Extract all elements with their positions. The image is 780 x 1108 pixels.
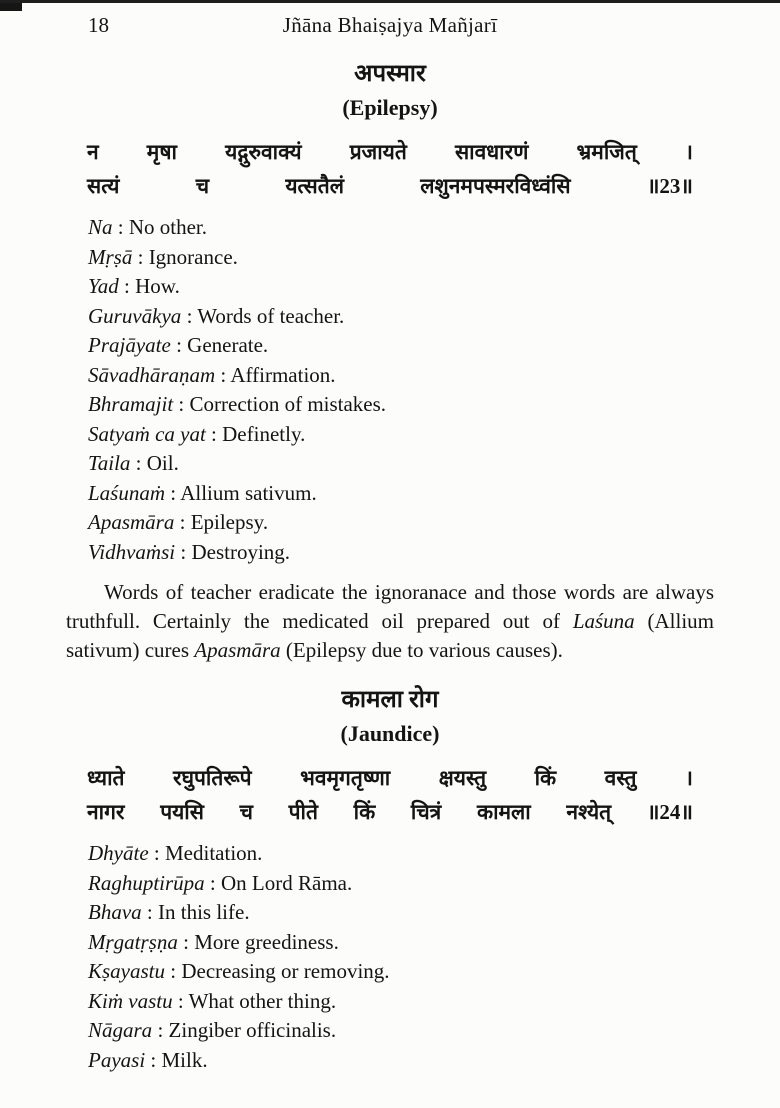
- section-epilepsy: [66, 59, 714, 665]
- verse-word: ।: [684, 766, 693, 790]
- glossary-entry: [88, 1046, 714, 1076]
- glossary-separator: :: [148, 841, 165, 865]
- glossary-meaning: Affirmation.: [230, 362, 336, 387]
- glossary-meaning: No other.: [128, 215, 208, 239]
- glossary-entry: [88, 957, 714, 987]
- body-text: Words of teacher eradicate the ignoranace and those words are always truthfull. Certainly the medicated oil prepared out of: [66, 580, 714, 633]
- glossary-term: Kṣayastu: [88, 959, 166, 983]
- glossary-entry: [88, 302, 714, 332]
- verse-word: च: [239, 800, 253, 824]
- glossary-meaning: Definetly.: [222, 421, 306, 446]
- glossary-meaning: How.: [135, 274, 180, 298]
- glossary-separator: :: [152, 1018, 169, 1042]
- glossary-separator: :: [130, 451, 147, 475]
- glossary-entry: [88, 213, 714, 243]
- glossary-term: Bhramajit: [88, 392, 174, 416]
- verse-line: [87, 169, 693, 203]
- glossary-meaning: Destroying.: [191, 539, 291, 564]
- glossary-entry: [88, 1016, 714, 1046]
- body-text: (Epilepsy due to various causes).: [280, 638, 563, 662]
- glossary-term: Taila: [88, 451, 131, 475]
- glossary-entry: [88, 987, 714, 1017]
- section-jaundice: [66, 685, 714, 1075]
- glossary-separator: :: [181, 303, 198, 328]
- glossary-separator: :: [205, 421, 223, 446]
- section-heading-english: (Jaundice): [340, 721, 440, 746]
- glossary-meaning: Oil.: [146, 451, 179, 475]
- glossary-meaning: In this life.: [158, 900, 250, 924]
- glossary-meaning: Generate.: [187, 333, 269, 357]
- glossary-separator: :: [141, 900, 158, 924]
- verse-line: [87, 795, 693, 829]
- glossary-entry: [88, 898, 714, 928]
- glossary-term: Yad: [88, 274, 119, 298]
- glossary-meaning: Words of teacher.: [197, 303, 345, 328]
- glossary-entry: [88, 479, 714, 509]
- verse-word: किं: [353, 800, 376, 824]
- glossary-term: Mṛṣā: [88, 244, 133, 269]
- verse-word: किं: [534, 766, 557, 790]
- verse-word: नागर: [87, 800, 125, 824]
- body-text: (Allium sativum) cures: [66, 609, 715, 662]
- glossary-entry: [88, 508, 714, 538]
- glossary-term: Apasmāra: [88, 510, 175, 534]
- section-heading-devanagari: कामला रोग: [341, 687, 439, 713]
- glossary-term: Satyaṁ ca yat: [88, 421, 206, 446]
- page-title: Jñāna Bhaiṣajya Mañjarī: [282, 13, 498, 37]
- glossary-entry: [88, 243, 714, 273]
- glossary-entry: [88, 839, 714, 869]
- glossary-separator: :: [170, 333, 188, 357]
- glossary-meaning: Meditation.: [165, 841, 263, 865]
- page-number: 18: [88, 13, 109, 37]
- verse-word: यद्गुरुवाक्यं: [225, 140, 302, 164]
- glossary-entry: [88, 420, 714, 450]
- verse-word: पयसि: [160, 800, 204, 824]
- glossary-separator: :: [177, 929, 195, 954]
- glossary-term: Raghuptirūpa: [88, 870, 205, 895]
- glossary-meaning: On Lord Rāma.: [221, 870, 353, 895]
- glossary-entry: [88, 538, 714, 568]
- verse-word: भवमृगतृष्णा: [300, 766, 391, 790]
- verse-word: च: [195, 174, 210, 198]
- glossary-term: Sāvadhāraṇam: [88, 362, 216, 387]
- glossary-meaning: What other thing.: [188, 988, 337, 1013]
- glossary-separator: :: [175, 539, 192, 564]
- glossary-term: Guruvākya: [88, 303, 182, 328]
- glossary-separator: :: [165, 480, 181, 505]
- commentary-paragraph: [66, 578, 714, 665]
- section-heading-english: (Epilepsy): [342, 95, 438, 120]
- page-header: [66, 9, 714, 39]
- verse-word: यत्सतैलं: [285, 174, 344, 198]
- verse-word: पीते: [288, 800, 318, 824]
- glossary-term: Na: [88, 215, 113, 239]
- glossary-term: Vidhvaṁsi: [88, 539, 176, 564]
- verse-word: भ्रमजित्: [576, 140, 637, 164]
- verse-word: सत्यं: [87, 174, 120, 198]
- glossary-separator: :: [215, 362, 231, 387]
- glossary-term: Kiṁ vastu: [88, 988, 173, 1013]
- glossary-list: [88, 213, 714, 567]
- verse-word: लशुनमपस्मरविध्वंसि: [420, 174, 571, 198]
- glossary-term: Payasi: [88, 1047, 146, 1072]
- glossary-term: Prajāyate: [88, 333, 171, 357]
- glossary-meaning: Epilepsy.: [190, 510, 269, 534]
- glossary-term: Laśunaṁ: [88, 480, 166, 505]
- verse-word: ध्याते: [87, 766, 125, 790]
- glossary-entry: [88, 361, 714, 391]
- glossary-meaning: Ignorance.: [148, 244, 238, 269]
- glossary-entry: [88, 928, 714, 958]
- verse-word: सावधारणं: [454, 140, 529, 164]
- sanskrit-verse: [87, 761, 693, 829]
- glossary-entry: [88, 331, 714, 361]
- verse-word: न: [87, 140, 99, 164]
- verse-word: प्रजायते: [349, 140, 407, 164]
- glossary-meaning: Zingiber officinalis.: [168, 1018, 337, 1042]
- verse-word: ।: [684, 140, 693, 164]
- glossary-entry: [88, 272, 714, 302]
- verse-word: ॥24॥: [646, 800, 693, 824]
- verse-word: ॥23॥: [646, 174, 693, 198]
- glossary-meaning: More greediness.: [194, 929, 339, 954]
- section-heading-devanagari: अपस्मार: [354, 61, 426, 87]
- glossary-entry: [88, 390, 714, 420]
- verse-line: [87, 761, 693, 795]
- glossary-term: Mṛgatṛṣṇa: [88, 929, 178, 954]
- glossary-meaning: Milk.: [161, 1047, 208, 1072]
- glossary-term: Nāgara: [88, 1018, 153, 1042]
- glossary-separator: :: [112, 215, 129, 239]
- verse-word: रघुपतिरूपे: [172, 766, 252, 790]
- verse-word: कामला: [476, 800, 531, 824]
- glossary-separator: :: [172, 988, 189, 1013]
- glossary-separator: :: [118, 274, 136, 298]
- glossary-entry: [88, 449, 714, 479]
- glossary-list: [88, 839, 714, 1075]
- verse-word: वस्तु: [604, 766, 637, 790]
- glossary-term: Dhyāte: [88, 841, 149, 865]
- glossary-separator: :: [132, 244, 149, 269]
- glossary-meaning: Decreasing or removing.: [181, 959, 390, 983]
- glossary-separator: :: [204, 870, 222, 895]
- verse-line: [87, 135, 693, 169]
- verse-word: नश्येत्: [566, 800, 612, 824]
- glossary-separator: :: [145, 1047, 162, 1072]
- italic-term: Apasmāra: [194, 638, 281, 662]
- glossary-separator: :: [174, 510, 191, 534]
- verse-word: चित्रं: [410, 800, 442, 824]
- verse-word: मृषा: [146, 140, 177, 164]
- glossary-term: Bhava: [88, 900, 142, 924]
- glossary-separator: :: [173, 392, 190, 416]
- glossary-meaning: Correction of mistakes.: [189, 392, 387, 416]
- verse-word: क्षयस्तु: [438, 766, 487, 790]
- glossary-entry: [88, 869, 714, 899]
- italic-term: Laśuna: [572, 609, 635, 633]
- glossary-separator: :: [165, 959, 182, 983]
- sanskrit-verse: [87, 135, 693, 203]
- glossary-meaning: Allium sativum.: [180, 480, 317, 505]
